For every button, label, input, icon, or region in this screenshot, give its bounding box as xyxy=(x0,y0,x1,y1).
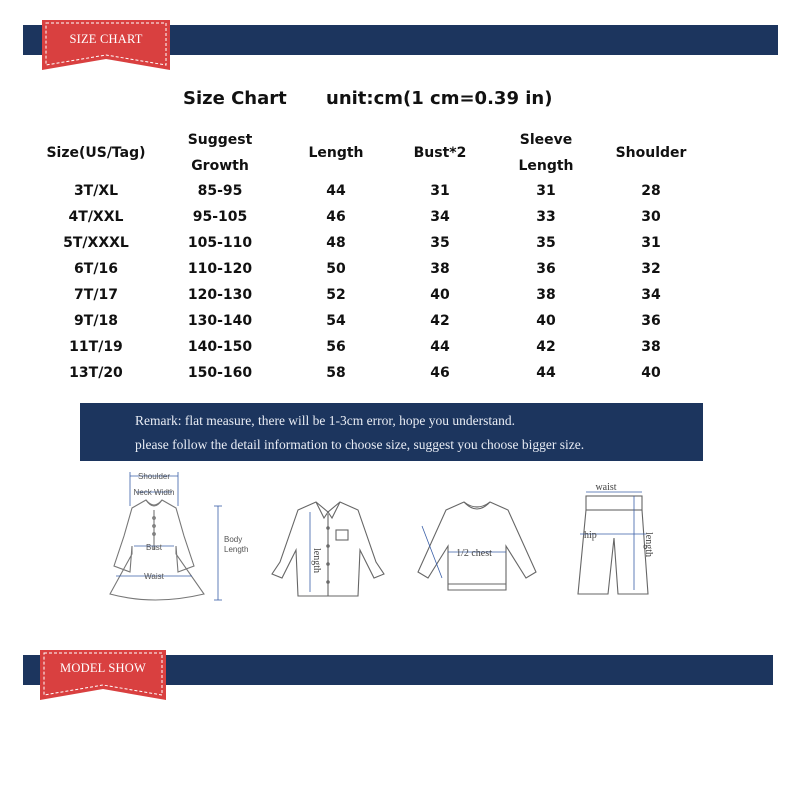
shirt-measure-diagram xyxy=(258,466,398,612)
ribbon-shape xyxy=(42,20,170,75)
table-cell-shoulder: 36 xyxy=(641,313,661,329)
table-cell-growth: 150-160 xyxy=(187,365,253,381)
table-cell-growth: 130-140 xyxy=(187,313,253,329)
table-cell-bust: 38 xyxy=(430,261,450,277)
header-shoulder: Shoulder xyxy=(615,145,687,161)
table-cell-bust: 46 xyxy=(430,365,450,381)
table-cell-length: 54 xyxy=(326,313,346,329)
table-cell-sleeve: 36 xyxy=(536,261,556,277)
table-cell-size: 4T/XXL xyxy=(68,209,124,225)
table-cell-length: 56 xyxy=(326,339,346,355)
header-size: Size(US/Tag) xyxy=(46,145,146,161)
header-bust: Bust*2 xyxy=(413,145,467,161)
table-cell-length: 48 xyxy=(326,235,346,251)
chart-title: Size Chart xyxy=(183,88,287,109)
header-length: Length xyxy=(308,145,364,161)
pants-waist-label: waist xyxy=(595,482,617,493)
model-show-label: MODEL SHOW xyxy=(60,661,146,675)
table-cell-sleeve: 44 xyxy=(536,365,556,381)
table-cell-bust: 31 xyxy=(430,183,450,199)
chart-unit: unit:cm(1 cm=0.39 in) xyxy=(326,88,553,109)
table-cell-shoulder: 28 xyxy=(641,183,661,199)
table-cell-sleeve: 31 xyxy=(536,183,556,199)
model-show-ribbon xyxy=(40,650,166,705)
sweater-chest-label: 1/2 chest xyxy=(456,548,492,559)
table-cell-size: 9T/18 xyxy=(74,313,118,329)
header-growth: Suggest xyxy=(187,132,253,148)
table-cell-size: 6T/16 xyxy=(74,261,118,277)
pants-hip-label: hip xyxy=(584,530,597,541)
table-cell-sleeve: 40 xyxy=(536,313,556,329)
table-cell-size: 7T/17 xyxy=(74,287,118,303)
dress-body-length-label-1: Body xyxy=(224,535,243,544)
header-sleeve-line2: Length xyxy=(518,158,574,174)
dress-body-length-label-2: Length xyxy=(224,545,249,554)
table-cell-length: 52 xyxy=(326,287,346,303)
dress-neck-width-label: Neck Width xyxy=(133,488,175,497)
dress-bust-label: Bust xyxy=(145,543,163,552)
table-cell-length: 46 xyxy=(326,209,346,225)
header-sleeve: Sleeve xyxy=(519,132,573,148)
table-cell-size: 11T/19 xyxy=(69,339,123,355)
table-cell-bust: 44 xyxy=(430,339,450,355)
table-cell-size: 13T/20 xyxy=(69,365,123,381)
table-cell-size: 3T/XL xyxy=(73,183,119,199)
remark-line-2: please follow the detail information to choose size, suggest you choose bigger size. xyxy=(135,437,585,452)
table-cell-length: 58 xyxy=(326,365,346,381)
header-growth-line2: Growth xyxy=(191,158,249,174)
pants-length-label: length xyxy=(643,532,654,557)
table-cell-sleeve: 42 xyxy=(536,339,556,355)
remark-line-1: Remark: flat measure, there will be 1-3cm error, hope you understand. xyxy=(135,413,515,428)
table-cell-shoulder: 38 xyxy=(641,339,661,355)
table-cell-bust: 42 xyxy=(430,313,450,329)
table-cell-length: 44 xyxy=(326,183,346,199)
dress-measure-diagram xyxy=(84,466,254,612)
table-cell-sleeve: 33 xyxy=(536,209,556,225)
table-cell-shoulder: 31 xyxy=(641,235,661,251)
table-cell-growth: 95-105 xyxy=(192,209,248,225)
ribbon-shape xyxy=(40,650,166,705)
table-cell-growth: 105-110 xyxy=(187,235,253,251)
table-cell-shoulder: 40 xyxy=(641,365,661,381)
table-cell-bust: 34 xyxy=(430,209,450,225)
table-cell-growth: 140-150 xyxy=(187,339,253,355)
shirt-length-label: length xyxy=(311,548,322,573)
sweater-measure-diagram xyxy=(402,466,552,612)
table-cell-sleeve: 38 xyxy=(536,287,556,303)
table-cell-size: 5T/XXXL xyxy=(63,235,129,251)
size-chart-label: SIZE CHART xyxy=(69,32,143,46)
table-cell-bust: 40 xyxy=(430,287,450,303)
table-cell-length: 50 xyxy=(326,261,346,277)
pants-measure-diagram xyxy=(560,466,700,612)
size-chart-ribbon xyxy=(42,20,170,75)
dress-waist-label: Waist xyxy=(144,572,164,581)
table-cell-shoulder: 34 xyxy=(641,287,661,303)
dress-shoulder-label: Shoulder xyxy=(137,472,171,481)
table-cell-growth: 110-120 xyxy=(187,261,253,277)
remark-box xyxy=(80,403,703,461)
table-cell-shoulder: 30 xyxy=(641,209,661,225)
table-cell-growth: 120-130 xyxy=(187,287,253,303)
table-cell-growth: 85-95 xyxy=(197,183,243,199)
table-cell-shoulder: 32 xyxy=(641,261,661,277)
table-cell-sleeve: 35 xyxy=(536,235,556,251)
table-cell-bust: 35 xyxy=(430,235,450,251)
